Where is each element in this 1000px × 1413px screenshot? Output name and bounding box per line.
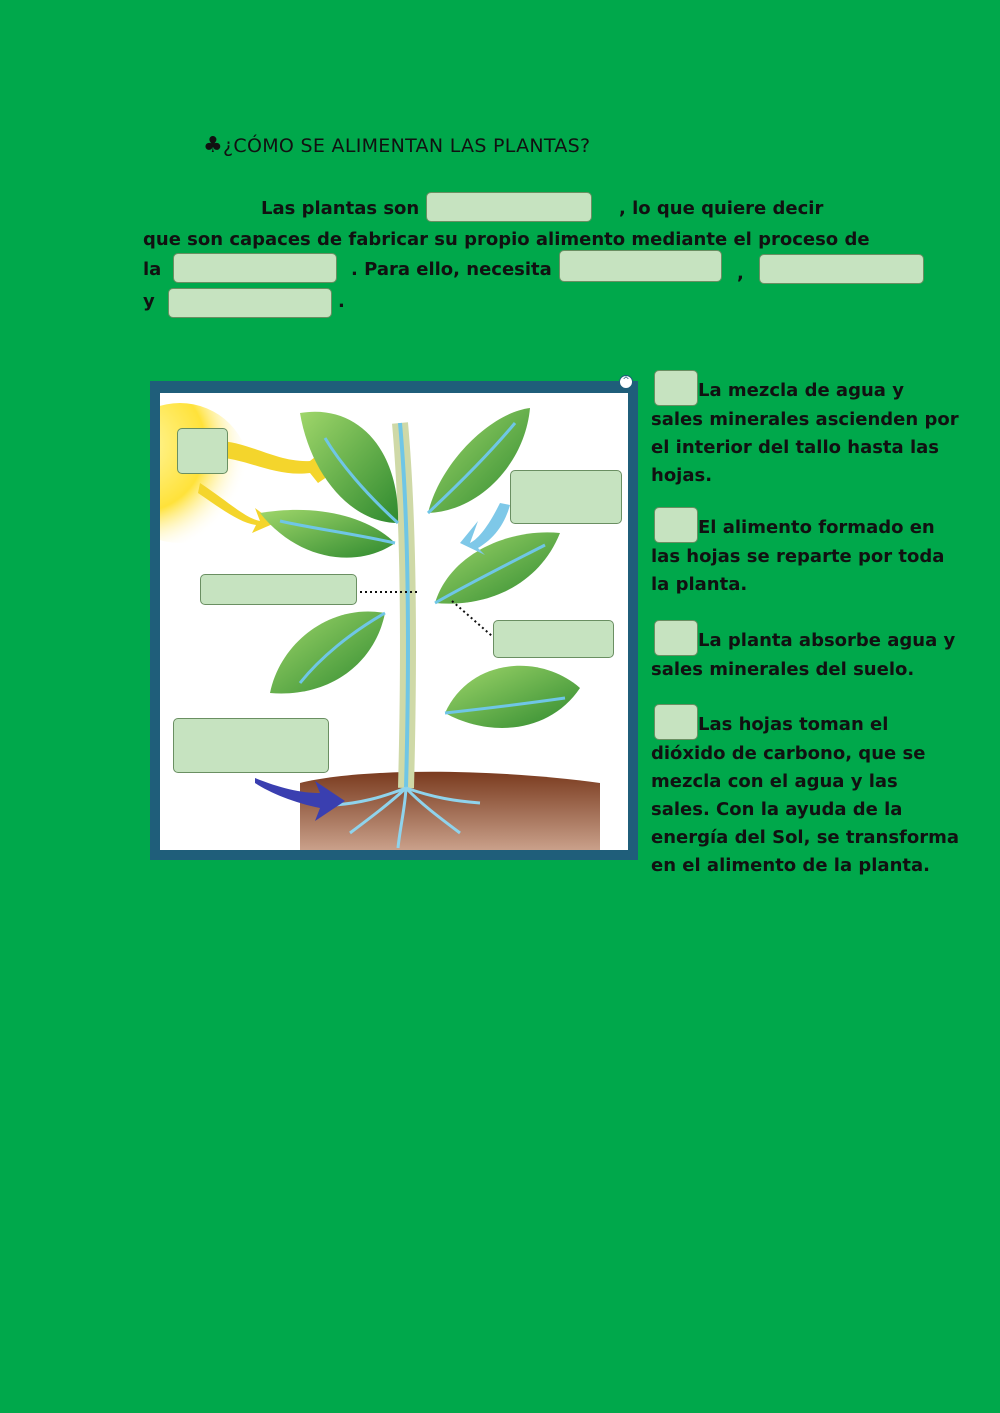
paragraph-line-4-start: y bbox=[143, 291, 155, 312]
label-leaf-box[interactable] bbox=[510, 470, 622, 524]
blank-1[interactable] bbox=[426, 192, 592, 222]
step-3-number-box[interactable] bbox=[654, 620, 698, 656]
chevron-up-icon[interactable]: ^ bbox=[619, 375, 633, 389]
step-2-text: El alimento formado en las hojas se reparte por toda la planta. bbox=[651, 517, 945, 595]
paragraph-line-1: Las plantas son bbox=[261, 198, 420, 219]
label-stem-input[interactable] bbox=[201, 575, 356, 604]
label-root-box[interactable] bbox=[173, 718, 329, 773]
step-4-number-box[interactable] bbox=[654, 704, 698, 740]
step-1-number-box[interactable] bbox=[654, 370, 698, 406]
label-sun-box[interactable] bbox=[177, 428, 228, 474]
label-root-input[interactable] bbox=[174, 719, 328, 772]
title-text: ¿CÓMO SE ALIMENTAN LAS PLANTAS? bbox=[223, 135, 591, 157]
step-4-text: Las hojas toman el dióxido de carbono, que se mezcla con el agua y las sales. Con la ayuda de la energía del Sol, se transforma en el alimento de la planta. bbox=[651, 714, 960, 876]
paragraph-line-2: que son capaces de fabricar su propio alimento mediante el proceso de bbox=[143, 229, 870, 250]
blank-4[interactable] bbox=[759, 254, 924, 284]
blank-3-input[interactable] bbox=[560, 251, 721, 281]
paragraph-comma: , bbox=[737, 263, 744, 284]
step-2-number-box[interactable] bbox=[654, 507, 698, 543]
leaves bbox=[260, 408, 580, 728]
leader-line-vessel bbox=[452, 601, 492, 636]
step-1-text: La mezcla de agua y sales minerales ascienden por el interior del tallo hasta las hojas. bbox=[651, 380, 959, 486]
label-stem-box[interactable] bbox=[200, 574, 357, 605]
blank-2-input[interactable] bbox=[174, 254, 336, 282]
step-3 bbox=[651, 620, 961, 684]
blank-3[interactable] bbox=[559, 250, 722, 282]
step-3-text: La planta absorbe agua y sales minerales del suelo. bbox=[651, 630, 956, 680]
page-title bbox=[203, 133, 590, 158]
blank-2[interactable] bbox=[173, 253, 337, 283]
soil bbox=[300, 772, 600, 850]
blank-1-input[interactable] bbox=[427, 193, 591, 221]
paragraph-line-1-end: , lo que quiere decir bbox=[619, 198, 824, 219]
label-vessel-input[interactable] bbox=[494, 621, 613, 657]
label-leaf-input[interactable] bbox=[511, 471, 621, 523]
paragraph-period: . bbox=[338, 291, 345, 312]
label-vessel-box[interactable] bbox=[493, 620, 614, 658]
label-sun-input[interactable] bbox=[178, 429, 227, 473]
paragraph-line-3-mid: . Para ello, necesita bbox=[351, 259, 552, 280]
step-2 bbox=[651, 507, 961, 599]
step-4 bbox=[651, 704, 961, 880]
blank-5[interactable] bbox=[168, 288, 332, 318]
step-1 bbox=[651, 370, 961, 490]
blank-4-input[interactable] bbox=[760, 255, 923, 283]
blank-5-input[interactable] bbox=[169, 289, 331, 317]
paragraph-line-3-start: la bbox=[143, 259, 162, 280]
club-icon: ♣ bbox=[203, 133, 224, 158]
